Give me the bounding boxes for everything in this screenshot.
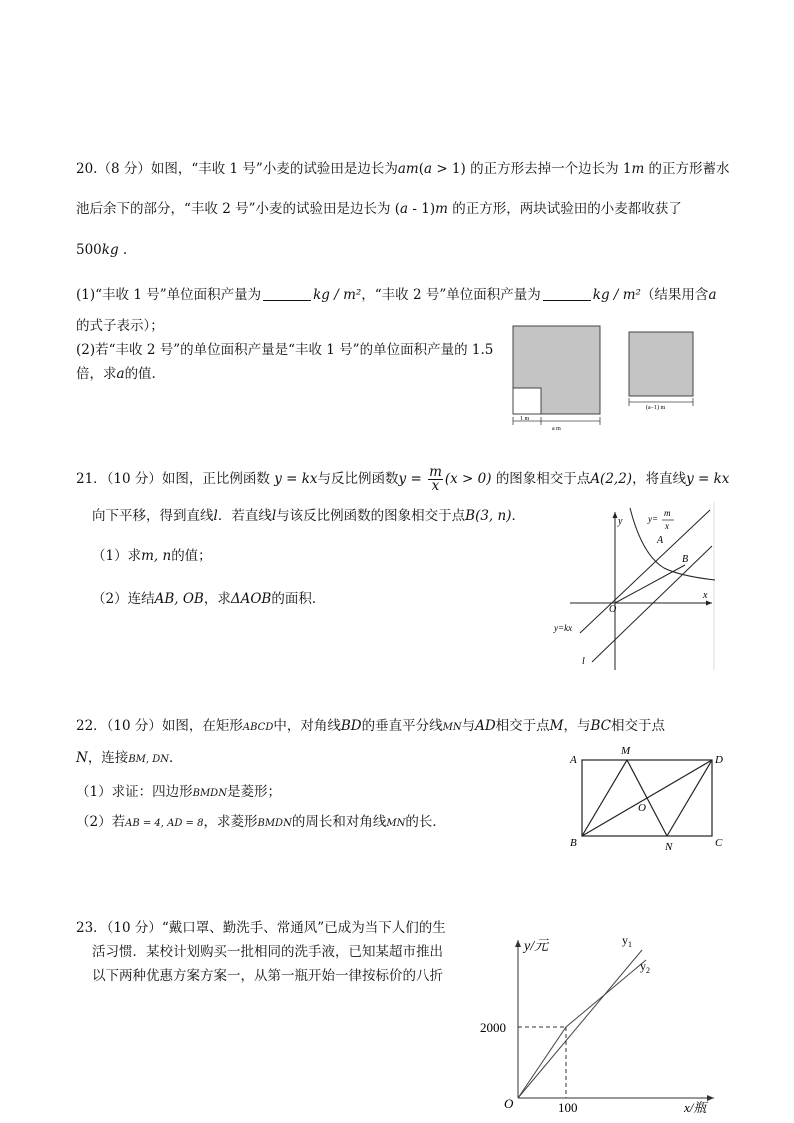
q21-math: B(3, n) [465,508,512,524]
q20-text: ，“丰收 2 号”单位面积产量为 [361,287,541,303]
q20-text: 的正方形蓄水 [644,161,730,177]
q21-line1 [76,466,729,493]
line-l-label: l [582,656,585,667]
q21-math: ΔAOB [230,591,272,607]
q20-var: a [708,287,717,303]
q22-text: 的长． [405,814,446,830]
q20-var: am [397,161,419,177]
q20-figure [508,322,708,434]
curve-label-den: x [665,521,669,531]
q20-text: - 1) [408,201,436,217]
q20-var: a [400,201,409,217]
q22-text: 与 [461,718,476,734]
q23-line2: 活习惯．某校计划购买一批相同的洗手液，已知某超市推出 [92,944,443,960]
q22-text: 中，对角线 [273,718,341,734]
x-axis-label: x [703,590,708,601]
q21-text: ，求 [203,591,231,607]
curve-label: y= [648,514,659,524]
segment-BM [582,760,627,836]
point-M-label: M [621,745,631,757]
q22-text: （1）求证：四边形 [76,784,193,800]
q20-var: m [435,201,448,217]
q20-text: 500 [76,242,102,258]
q21-text: 的图象相交于点 [495,471,591,487]
q22-text: ，求菱形 [203,814,258,830]
q20-line2 [76,201,682,217]
segment-MN [627,760,667,836]
q21-text: ，将直线 [632,471,687,487]
q22-line1 [76,718,665,736]
q22-math: BC [590,718,612,734]
point-A-label: A [570,754,577,766]
q21-math: A(2,2) [590,471,633,487]
y-tick-2000: 2000 [480,1020,506,1035]
wheat-field-2 [629,332,693,396]
q20-part2: (2)若“丰收 2 号”的单位面积产量是“丰收 1 号”的单位面积产量的 1.5 [76,342,494,358]
q22-math: BD [340,718,362,734]
q23-line1: 23．（10 分）“戴口罩、勤洗手、常通风”已成为当下人们的生 [76,920,446,936]
q20-unit: kg / m² [313,287,362,303]
q20-var: kg [101,242,119,258]
point-O-label: O [638,802,646,814]
line-y-kx [580,510,710,633]
q20-line3 [76,242,127,258]
point-B-label: B [570,837,577,849]
q22-math: BM, DN [128,754,170,765]
answer-blank[interactable] [263,288,311,301]
q21-math: l [271,508,277,524]
q21-text: 向下平移，得到直线 [92,508,214,524]
q22-figure [566,740,732,855]
label-am: a m [552,426,561,432]
curve-label-num: m [664,508,671,518]
point-C-label: C [715,837,723,849]
q22-text: （2）若 [76,814,126,830]
q20-var: a [423,161,433,177]
q21-math: (x > 0) [444,471,492,487]
q22-math: M [549,718,564,734]
q20-text: > 1) 的正方形去掉一个边长为 1 [432,161,632,177]
q21-part2 [92,591,325,607]
q21-part1 [92,548,212,564]
q22-part2 [76,814,446,832]
origin-label: O [504,1096,514,1111]
q22-math: ABCD [242,722,274,733]
y-axis-label: y/元 [524,939,549,954]
q22-text: 的周长和对角线 [291,814,387,830]
x-tick-100: 100 [558,1100,578,1115]
q20-part1-line2: 的式子表示）； [76,318,164,334]
q22-text: 22．（10 分）如图，在矩形 [76,718,243,734]
x-axis-label: x/瓶 [684,1100,707,1115]
q21-text: （2）连结 [92,591,155,607]
q22-line2 [76,750,183,768]
q22-text: 的垂直平分线 [361,718,443,734]
q21-text: 与该反比例函数的图象相交于点 [276,508,466,524]
q20-text: . [118,242,128,258]
q23-figure [474,930,724,1120]
segment-DN [667,760,712,836]
segment-OB [615,565,685,603]
q21-text: 与反比例函数 [317,471,399,487]
q21-text: 的面积． [271,591,326,607]
q22-math: BMDN [192,788,227,799]
fraction-m-over-x: $\frac{m}{x}$ [429,464,442,494]
q21-text: ． [511,508,525,524]
q20-var: m [631,161,645,177]
q22-text: ，与 [563,718,591,734]
q21-math: y = kx [686,471,730,487]
q22-math: BMDN [257,818,292,829]
q20-part1 [76,287,717,303]
q22-math: MN [386,818,406,829]
q22-math: AD [475,718,496,734]
q22-text: 相交于点 [495,718,550,734]
q22-text: ． [169,750,183,766]
q21-text: ．若直线 [217,508,272,524]
q22-text: ，连接 [87,750,129,766]
line-y1-label: $y_1$ [622,933,632,949]
q20-text: 的正方形，两块试验田的小麦都收获了 [447,201,682,217]
label-1m: 1 m [520,416,530,422]
q21-text: （1）求 [92,548,142,564]
hyperbola-curve [630,508,715,580]
q21-text: 的值； [171,548,212,564]
q20-text: 池后余下的部分，“丰收 2 号”小麦的试验田是边长为 ( [76,201,401,217]
q21-math: l [213,508,218,524]
point-D-label: D [715,754,723,766]
q20-text: (1)“丰收 1 号”单位面积产量为 [76,287,262,303]
line-y2-label: $y_2$ [640,959,650,975]
q21-math: y = kx [274,471,318,487]
line-y2 [518,960,646,1098]
q22-math: N [76,750,88,766]
q22-part1 [76,784,281,802]
q22-math: MN [442,722,462,733]
q21-figure [550,500,720,672]
q22-text: 是菱形； [226,784,281,800]
q21-math: y = [398,471,422,487]
q23-line3: 以下两种优惠方案方案一，从第一瓶开始一律按标价的八折 [92,968,443,984]
q21-line2 [92,508,525,524]
q21-math: AB, OB [154,591,204,607]
q20-unit: kg / m² [592,287,641,303]
y-axis-label: y [618,516,623,527]
q21-text: 21．（10 分）如图，正比例函数 [76,471,270,487]
q22-math: AB = 4, AD = 8 [125,818,204,829]
point-N-label: N [665,841,673,853]
point-A-label: A [657,535,664,546]
line-y-kx-label: y=kx [554,623,573,633]
q20-text: 倍，求 [76,366,117,382]
q20-part2-line2 [76,366,156,382]
q20-text: （结果用含 [640,287,709,303]
label-a-1m: (a−1) m [646,405,666,411]
line-y1 [518,950,642,1098]
q20-var: a [116,366,125,382]
q20-line1 [76,161,730,177]
q22-text: 相交于点 [611,718,666,734]
q20-text: 20.（8 分）如图，“丰收 1 号”小麦的试验田是边长为 [76,161,398,177]
point-B-label: B [682,554,689,565]
q20-text: 的值. [124,366,156,382]
q21-math: m, n [141,548,172,564]
origin-label: O [609,604,617,615]
q20-text: ( [418,161,424,177]
answer-blank[interactable] [543,288,591,301]
water-pool [513,388,541,414]
